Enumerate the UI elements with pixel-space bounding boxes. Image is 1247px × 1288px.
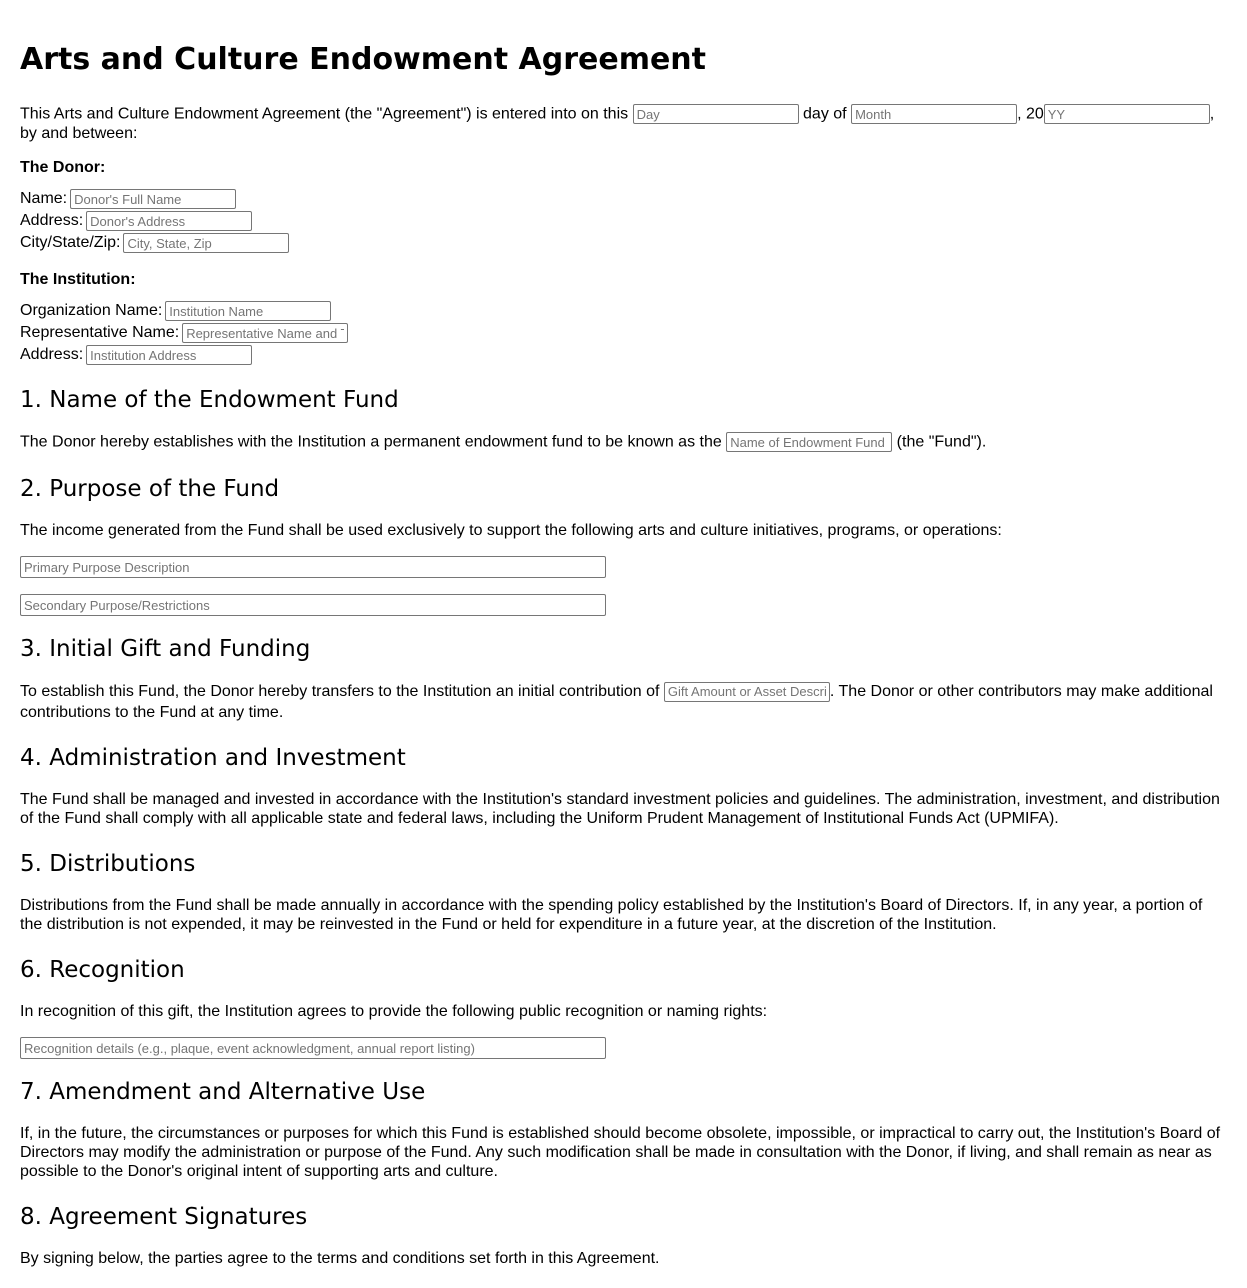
section-3-text-after: . The Donor or other contributors may make additional contributions to the Fund at any time. (20, 683, 1213, 721)
institution-address-row (20, 344, 1227, 366)
day-input[interactable] (633, 104, 799, 124)
year-input[interactable] (1044, 104, 1210, 124)
section-1-heading: 1. Name of the Endowment Fund (20, 387, 399, 413)
primary-purpose-input[interactable] (20, 556, 606, 578)
institution-block (20, 298, 1227, 366)
donor-city-input[interactable] (123, 233, 289, 253)
intro-text-start: This Arts and Culture Endowment Agreement (the "Agreement") is entered into on this (20, 105, 629, 123)
institution-address-input[interactable] (86, 345, 252, 365)
institution-org-label: Organization Name: (20, 302, 163, 319)
donor-name-row (20, 188, 1227, 210)
section-6-heading: 6. Recognition (20, 957, 185, 983)
secondary-purpose-input[interactable] (20, 594, 606, 616)
section-1-text (20, 432, 1227, 452)
donor-address-input[interactable] (86, 211, 252, 231)
institution-org-input[interactable] (165, 301, 331, 321)
fund-name-input[interactable] (726, 432, 892, 452)
institution-rep-row (20, 322, 1227, 344)
section-7-heading: 7. Amendment and Alternative Use (20, 1079, 426, 1105)
donor-name-input[interactable] (70, 189, 236, 209)
section-5-heading: 5. Distributions (20, 851, 196, 877)
intro-paragraph (20, 104, 1227, 146)
intro-text-comma: , (1209, 105, 1215, 123)
intro-text-by-and-between: by and between: (20, 125, 138, 142)
section-1-text-before: The Donor hereby establishes with the Institution a permanent endowment fund to be known as the (20, 433, 722, 451)
donor-name-label: Name: (20, 190, 68, 207)
donor-block (20, 186, 1227, 254)
section-5-text: Distributions from the Fund shall be made annually in accordance with the spending policy established by the Institution's Board of Directors. If, in any year, a portion of the distribution is not expended, it may be reinvested in the Fund or held for expenditure in a future year, at the discretion of the Institution. (20, 897, 1203, 933)
section-3-text (20, 681, 1227, 723)
section-8-heading: 8. Agreement Signatures (20, 1204, 308, 1230)
institution-org-row (20, 300, 1227, 322)
section-4-heading: 4. Administration and Investment (20, 745, 406, 771)
donor-address-row (20, 210, 1227, 232)
section-2-text: The income generated from the Fund shall be used exclusively to support the following arts and culture initiatives, programs, or operations: (20, 522, 1002, 539)
institution-rep-label: Representative Name: (20, 324, 180, 341)
intro-text-year-prefix: , 20 (1017, 105, 1044, 123)
institution-rep-input[interactable] (182, 323, 348, 343)
section-3-heading: 3. Initial Gift and Funding (20, 636, 311, 662)
section-3-text-before: To establish this Fund, the Donor hereby transfers to the Institution an initial contribution of (20, 683, 660, 700)
section-1-text-after: (the "Fund"). (896, 433, 987, 451)
section-6-text: In recognition of this gift, the Institution agrees to provide the following public recognition or naming rights: (20, 1003, 768, 1020)
donor-city-label: City/State/Zip: (20, 234, 121, 251)
institution-heading: The Institution: (20, 271, 136, 288)
donor-address-label: Address: (20, 212, 84, 229)
intro-text-day-of: day of (803, 105, 847, 123)
section-7-text: If, in the future, the circumstances or purposes for which this Fund is established should become obsolete, impossible, or impractical to carry out, the Institution's Board of Directors may modify the administration or purpose of the Fund. Any such modification shall be made in consultation with the Donor, if living, and shall remain as near as possible to the Donor's original intent of supporting arts and culture. (20, 1125, 1221, 1180)
month-input[interactable] (851, 104, 1017, 124)
section-2-heading: 2. Purpose of the Fund (20, 476, 280, 502)
donor-city-row (20, 232, 1227, 254)
donor-heading: The Donor: (20, 159, 106, 176)
recognition-input[interactable] (20, 1037, 606, 1059)
gift-amount-input[interactable] (664, 682, 830, 702)
institution-address-label: Address: (20, 346, 84, 363)
section-8-text: By signing below, the parties agree to the terms and conditions set forth in this Agreement. (20, 1250, 660, 1267)
page-title: Arts and Culture Endowment Agreement (20, 42, 707, 77)
section-4-text: The Fund shall be managed and invested in accordance with the Institution's standard investment policies and guidelines. The administration, investment, and distribution of the Fund shall comply with all applicable state and federal laws, including the Uniform Prudent Management of Institutional Funds Act (UPMIFA). (20, 791, 1220, 827)
